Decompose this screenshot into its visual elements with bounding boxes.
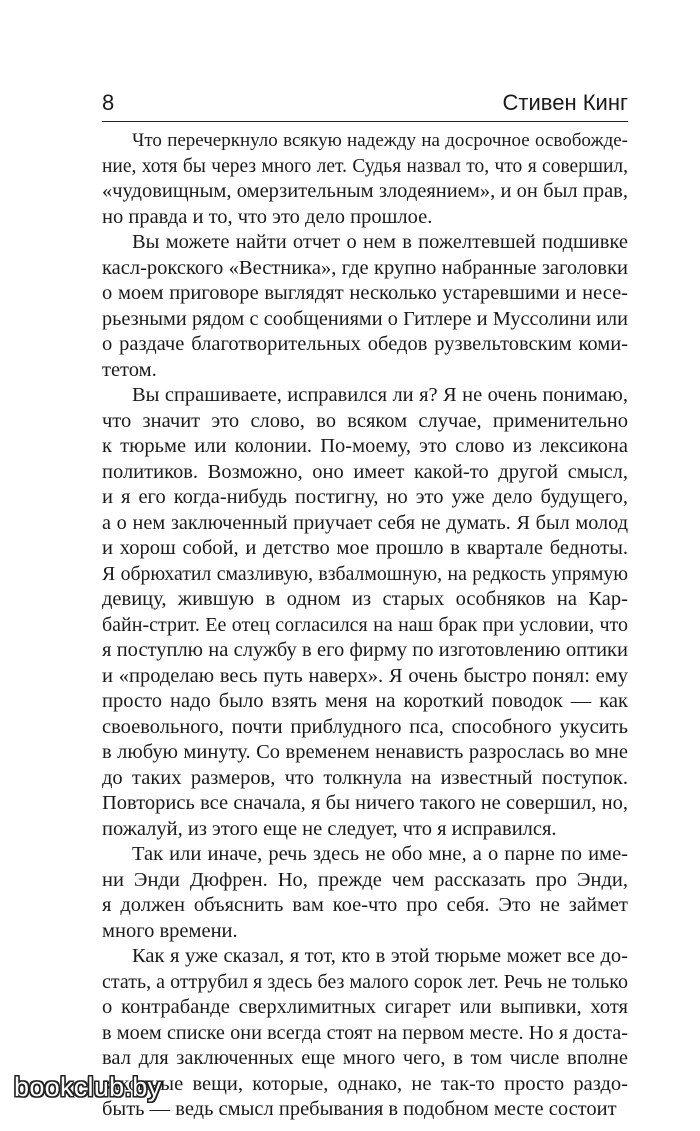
text-line: политиков. Возможно, оно имеет какой-то другой смысл,: [102, 460, 628, 483]
text-line: до таких размеров, что толкнула на известный поступок.: [102, 766, 628, 789]
text-line: стать, а оттрубил я здесь без малого сорок лет. Речь не только: [102, 970, 628, 993]
paragraph: [102, 944, 628, 1123]
text-line: просто надо было взять меня на короткий поводок — как: [102, 690, 628, 712]
text-line: много времени.: [102, 919, 238, 942]
text-line: «чудовищным, омерзительным злодеянием», и он был прав,: [102, 180, 628, 202]
text-line: Что перечеркнуло всякую надежду на досрочное освобожде-: [132, 130, 628, 151]
text-line: законные вещи, которые, однако, не так-то просто раздо-: [102, 1072, 628, 1095]
body-text: [102, 128, 628, 1123]
text-line: Вы спрашиваете, исправился ли я? Я не очень понимаю,: [132, 384, 628, 406]
running-title: Стивен Кинг: [502, 90, 628, 115]
text-line: Повторись все сначала, я бы ничего такого не совершил, но,: [102, 792, 628, 814]
text-line: Так или иначе, речь здесь не обо мне, а о парне по име-: [132, 843, 628, 865]
header-rule: [102, 121, 628, 122]
text-line: пожалуй, из этого еще не следует, что я исправился.: [102, 817, 557, 840]
text-line: в моем списке они всегда стоят на первом месте. Но я доста-: [102, 1021, 628, 1044]
page-header: [102, 86, 628, 120]
text-line: и «проделаю весь путь наверх». Я очень быстро понял: ему: [102, 664, 628, 687]
text-line: а о нем заключенный приучает себя не думать. Я был молод: [102, 511, 628, 534]
text-line: касл-рокского «Вестника», где крупно набранные заголовки: [102, 256, 628, 279]
text-line: тетом.: [102, 358, 157, 381]
paragraph: [102, 230, 628, 383]
paragraph: [102, 383, 628, 842]
text-line: что значит это слово, во всяком случае, применительно: [102, 409, 628, 432]
text-line: вал для заключенных еще много чего, в том числе вполне: [102, 1047, 628, 1069]
text-line: я должен объяснить вам кое-что про себя. Это не займет: [102, 894, 628, 916]
page-number: 8: [102, 90, 115, 115]
text-line: быть — ведь смысл пребывания в подобном месте состоит: [102, 1098, 617, 1120]
text-line: в любую минуту. Со временем ненависть разрослась во мне: [102, 741, 628, 763]
text-line: ние, хотя бы через много лет. Судья назвал то, что я совершил,: [102, 155, 628, 177]
text-line: своевольного, почти приблудного пса, способного укусить: [102, 715, 628, 738]
text-line: и хорош собой, и детство мое прошло в квартале бедноты.: [102, 537, 628, 559]
text-line: девицу, жившую в одном из старых особняков на Кар-: [102, 588, 628, 610]
paragraph: [102, 128, 628, 230]
text-line: но правда и то, что это дело прошлое.: [102, 205, 433, 228]
text-line: и я его когда-нибудь постигну, но это уже дело будущего,: [102, 486, 628, 508]
text-line: о моем приговоре выглядят несколько устаревшими и несе-: [102, 282, 628, 304]
text-line: ни Энди Дюфрен. Но, прежде чем рассказать про Энди,: [102, 868, 628, 891]
text-line: рьезными рядом с сообщениями о Гитлере и Муссолини или: [102, 307, 628, 330]
paragraph: [102, 842, 628, 944]
watermark-logo: bookclub.by: [14, 1072, 162, 1102]
text-line: я поступлю на службу в его фирму по изготовлению оптики: [102, 639, 628, 661]
text-line: байн-стрит. Ее отец согласился на наш брак при условии, что: [102, 613, 628, 636]
text-line: Как я уже сказал, я тот, кто в этой тюрьме может все до-: [132, 945, 628, 967]
text-line: о раздаче благотворительных обедов рузвельтовским коми-: [102, 333, 628, 355]
text-line: к тюрьме или колонии. По-моему, это слово из лексикона: [102, 435, 628, 457]
text-line: Я обрюхатил смазливую, взбалмошную, на редкость упрямую: [102, 562, 628, 585]
text-line: о контрабанде сверхлимитных сигарет или выпивки, хотя: [102, 996, 628, 1018]
text-line: Вы можете найти отчет о нем в пожелтевшей подшивке: [132, 231, 628, 253]
